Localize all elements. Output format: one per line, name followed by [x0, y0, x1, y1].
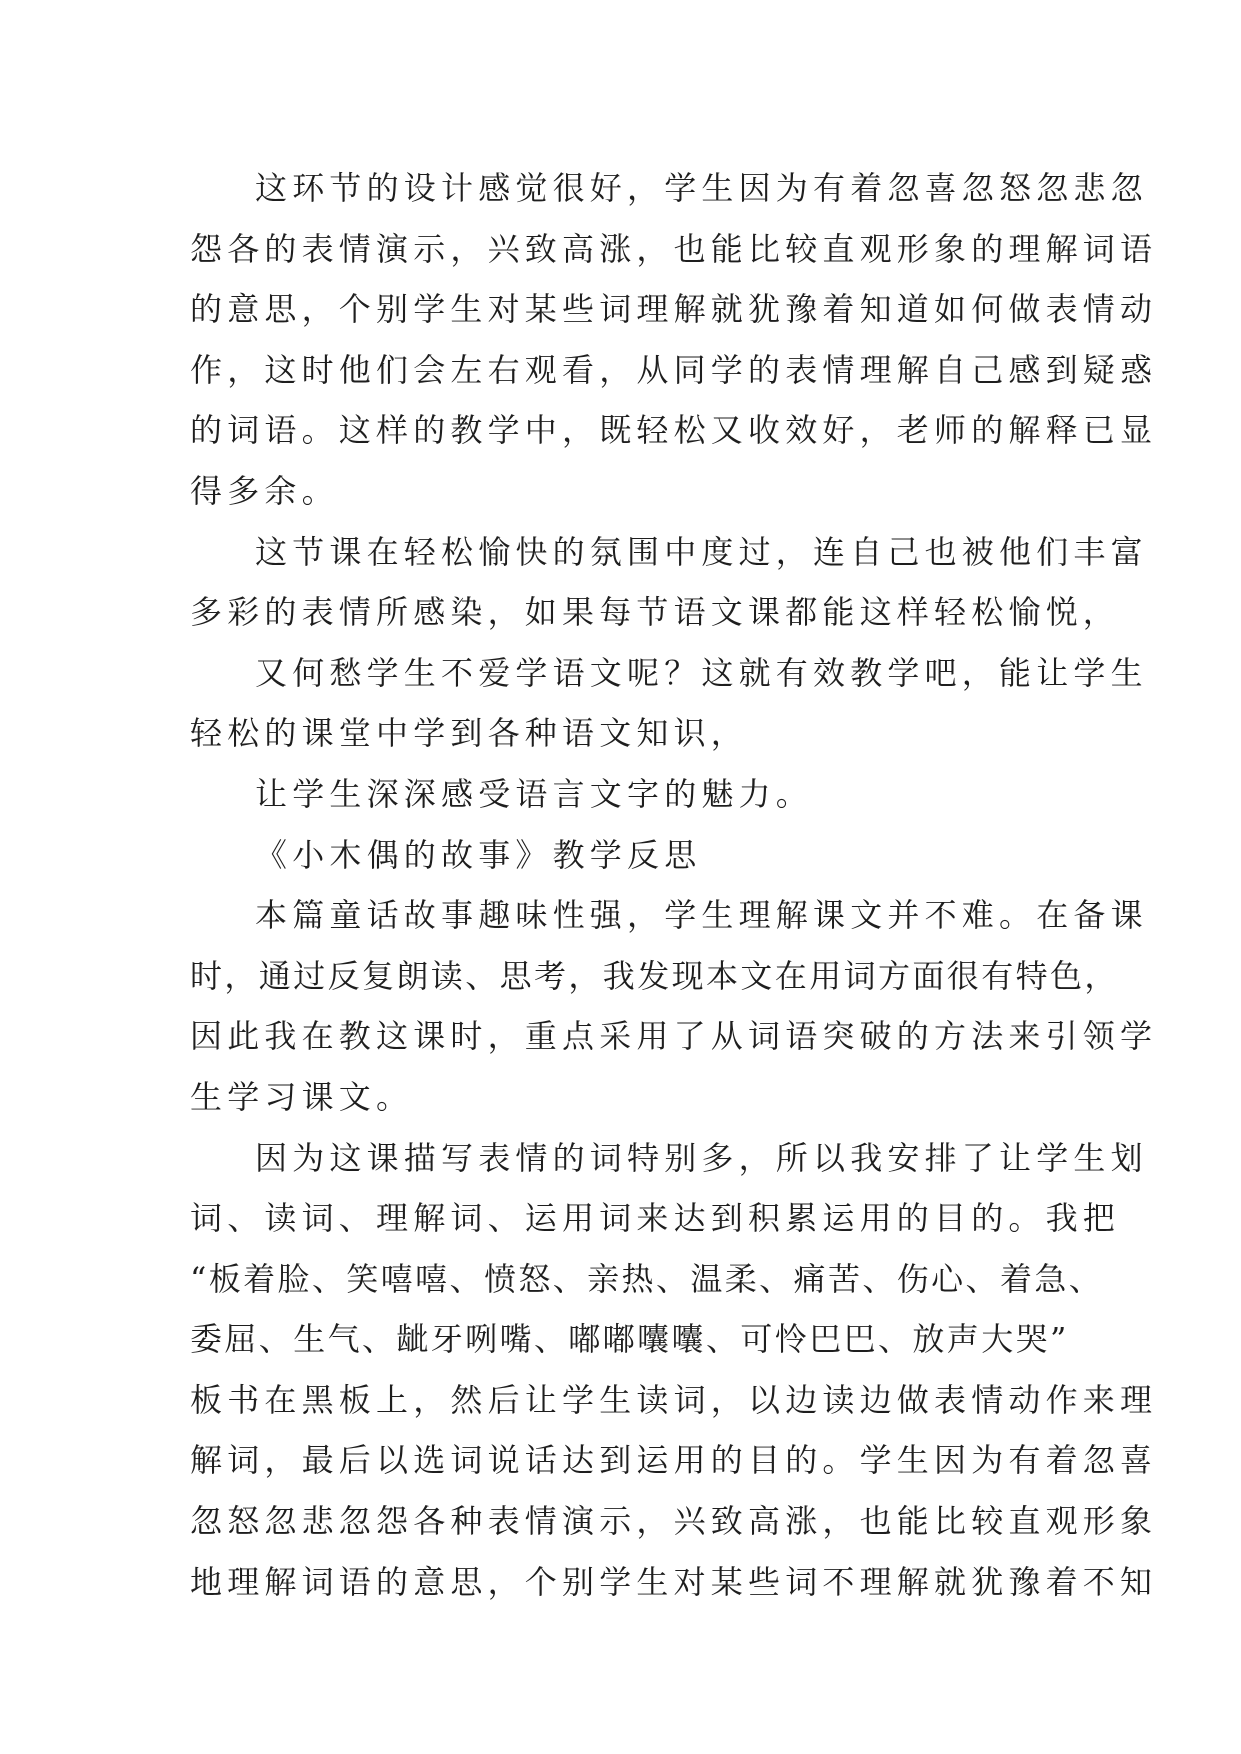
paragraph-6 — [190, 885, 1158, 1127]
paragraph-1 — [190, 158, 1158, 522]
text-line: 因为这课描写表情的词特别多，所以我安排了让学生划 — [255, 1138, 1148, 1177]
text-line: “板着脸、笑嘻嘻、愤怒、亲热、温柔、痛苦、伤心、着急、 — [190, 1259, 1104, 1298]
text-line: 解词，最后以选词说话达到运用的目的。学生因为有着忽喜 — [190, 1441, 1158, 1480]
text-line: 本篇童话故事趣味性强，学生理解课文并不难。在备课 — [255, 896, 1148, 935]
text-line: 这环节的设计感觉很好，学生因为有着忽喜忽怒忽悲忽 — [255, 169, 1148, 207]
text-line: 又何愁学生不爱学语文呢？这就有效教学吧，能让学生 — [255, 653, 1148, 692]
text-line: 得多余。 — [190, 471, 339, 510]
text-line: 让学生深深感受语言文字的魅力。 — [255, 774, 814, 813]
document-body — [190, 158, 1158, 1612]
section-title — [190, 825, 1060, 886]
text-line: 委屈、生气、龇牙咧嘴、嘟嘟囔囔、可怜巴巴、放声大哭” — [190, 1320, 1069, 1359]
section-title-line: 《小木偶的故事》教学反思 — [255, 835, 702, 874]
text-line: 板书在黑板上，然后让学生读词，以边读边做表情动作来理 — [190, 1380, 1158, 1419]
text-line: 多彩的表情所感染，如果每节语文课都能这样轻松愉悦， — [190, 593, 1121, 632]
text-line: 生学习课文。 — [190, 1077, 414, 1116]
text-line: 时，通过反复朗读、思考，我发现本文在用词方面很有特色， — [190, 956, 1119, 995]
paragraph-2 — [190, 522, 1148, 643]
text-line: 忽怒忽悲忽怨各种表情演示，兴致高涨，也能比较直观形象 — [190, 1502, 1158, 1541]
paragraph-4 — [190, 764, 1060, 825]
text-line: 地理解词语的意思，个别学生对某些词不理解就犹豫着不知 — [190, 1562, 1158, 1601]
text-line: 轻松的课堂中学到各种语文知识， — [190, 714, 749, 753]
text-line: 词、读词、理解词、运用词来达到积累运用的目的。我把 — [190, 1199, 1121, 1238]
text-line: 因此我在教这课时，重点采用了从词语突破的方法来引领学 — [190, 1017, 1158, 1056]
text-line: 作，这时他们会左右观看，从同学的表情理解自己感到疑惑 — [190, 350, 1158, 389]
paragraph-3 — [190, 643, 1148, 764]
text-line: 的意思，个别学生对某些词理解就犹豫着知道如何做表情动 — [190, 290, 1158, 329]
text-line: 的词语。这样的教学中，既轻松又收效好，老师的解释已显 — [190, 411, 1158, 450]
text-line: 这节课在轻松愉快的氛围中度过，连自己也被他们丰富 — [255, 532, 1148, 571]
paragraph-7 — [190, 1128, 1158, 1613]
text-line: 怨各的表情演示，兴致高涨，也能比较直观形象的理解词语 — [190, 229, 1158, 268]
